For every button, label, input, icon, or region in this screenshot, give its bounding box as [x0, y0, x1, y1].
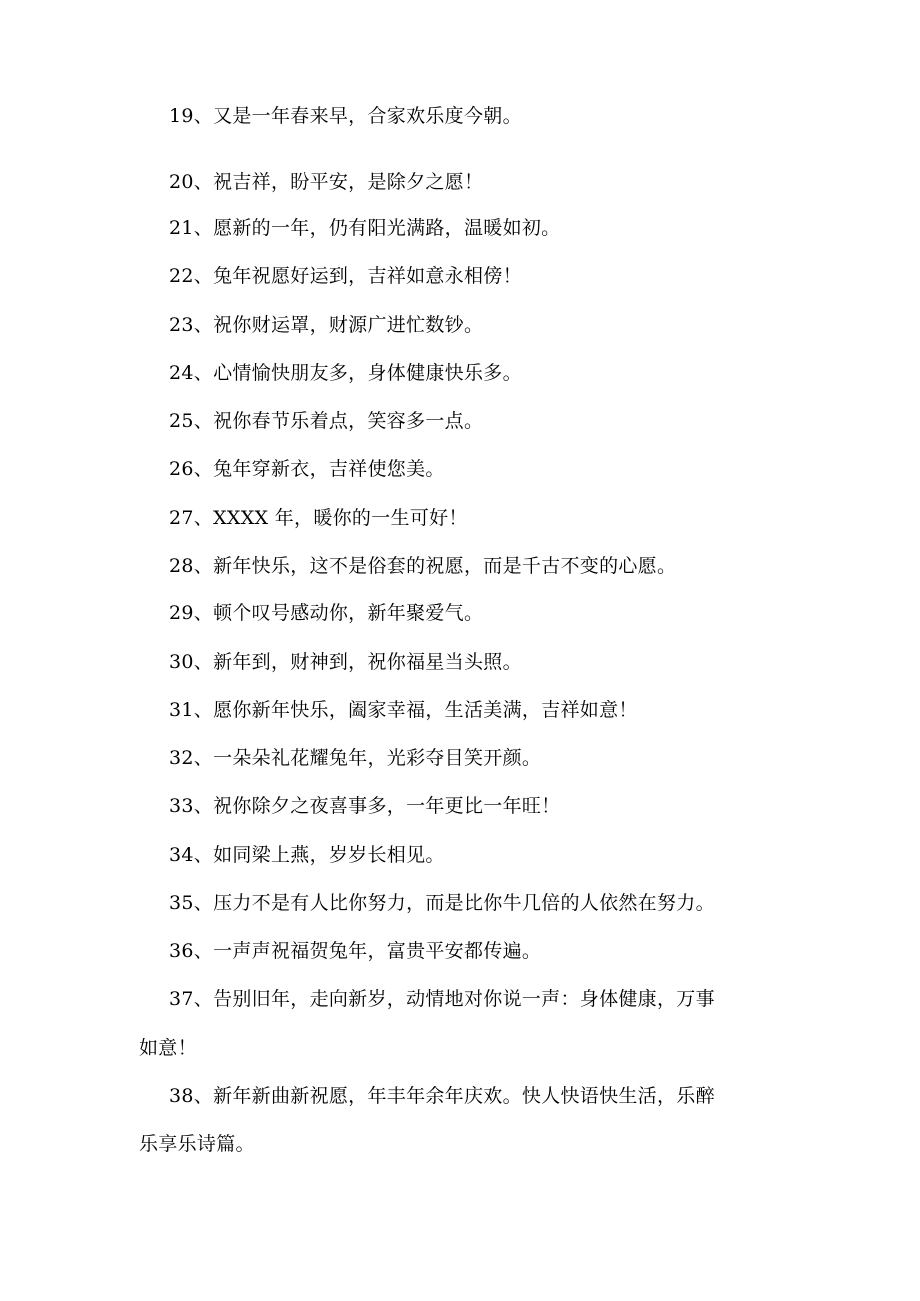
greeting-line-22: 22、兔年祝愿好运到，吉祥如意永相傍！: [169, 265, 522, 287]
greeting-line-30: 30、新年到，财神到，祝你福星当头照。: [169, 651, 522, 673]
greeting-line-21: 21、愿新的一年，仍有阳光满路，温暖如初。: [169, 217, 561, 239]
greeting-line-38-continued: 乐享乐诗篇。: [139, 1133, 255, 1155]
greeting-line-32: 32、一朵朵礼花耀兔年，光彩夺目笑开颜。: [169, 747, 542, 769]
greeting-line-23: 23、祝你财运罩，财源广进忙数钞。: [169, 314, 484, 336]
greeting-line-19: 19、又是一年春来早，合家欢乐度今朝。: [169, 105, 522, 127]
greeting-line-29: 29、顿个叹号感动你，新年聚爱气。: [169, 602, 484, 624]
greeting-line-38: 38、新年新曲新祝愿，年丰年余年庆欢。快人快语快生活，乐醉: [169, 1085, 715, 1107]
greeting-line-37: 37、告别旧年，走向新岁，动情地对你说一声：身体健康，万事: [169, 988, 715, 1010]
greeting-line-28: 28、新年快乐，这不是俗套的祝愿，而是千古不变的心愿。: [169, 555, 677, 577]
greeting-line-36: 36、一声声祝福贺兔年，富贵平安都传遍。: [169, 940, 542, 962]
greeting-line-27: 27、XXXX 年，暖你的一生可好！: [169, 507, 468, 529]
greeting-line-37-continued: 如意！: [139, 1037, 197, 1059]
greeting-line-31: 31、愿你新年快乐，阖家幸福，生活美满，吉祥如意！: [169, 699, 638, 721]
greeting-line-26: 26、兔年穿新衣，吉祥使您美。: [169, 458, 445, 480]
greeting-line-34: 34、如同梁上燕，岁岁长相见。: [169, 844, 445, 866]
greeting-line-20: 20、祝吉祥，盼平安，是除夕之愿！: [169, 171, 484, 193]
greeting-line-35: 35、压力不是有人比你努力，而是比你牛几倍的人依然在努力。: [169, 892, 715, 914]
greeting-line-24: 24、心情愉快朋友多，身体健康快乐多。: [169, 362, 522, 384]
greeting-line-25: 25、祝你春节乐着点，笑容多一点。: [169, 410, 484, 432]
greeting-line-33: 33、祝你除夕之夜喜事多，一年更比一年旺！: [169, 795, 561, 817]
